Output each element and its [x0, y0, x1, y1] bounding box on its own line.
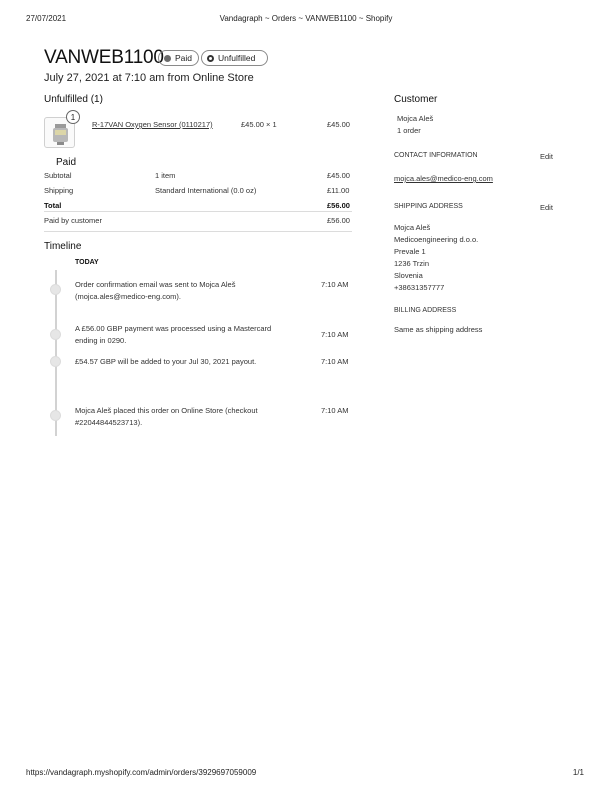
- filled-dot-icon: [164, 55, 171, 62]
- print-date: 27/07/2021: [26, 14, 67, 23]
- paid-heading: Paid: [56, 157, 77, 168]
- order-subtitle: July 27, 2021 at 7:10 am from Online Store: [44, 72, 254, 84]
- print-title: Vandagraph ~ Orders ~ VANWEB1100 ~ Shopify: [219, 14, 393, 23]
- shipping-address-line: 1236 Trzin: [394, 259, 430, 268]
- quantity-badge: 1: [66, 110, 80, 124]
- timeline-dot: [50, 284, 61, 295]
- product-unit-price: £45.00 × 1: [241, 120, 277, 129]
- customer-email-link[interactable]: mojca.ales@medico-eng.com: [394, 174, 493, 183]
- total-label: Total: [44, 201, 62, 210]
- timeline-event-time: 7:10 AM: [321, 357, 349, 366]
- shipping-amount: £11.00: [327, 186, 350, 195]
- order-title: VANWEB1100: [44, 47, 164, 68]
- shipping-address-line: +38631357777: [394, 283, 445, 292]
- billing-address-heading: BILLING ADDRESS: [394, 307, 457, 314]
- unfulfilled-heading: Unfulfilled (1): [44, 94, 103, 105]
- paid-by-customer-amount: £56.00: [327, 216, 350, 225]
- timeline-dot: [50, 356, 61, 367]
- timeline-dot: [50, 329, 61, 340]
- customer-order-count[interactable]: 1 order: [397, 126, 421, 135]
- timeline-event-text: £54.57 GBP will be added to your Jul 30, 2021 payout.: [75, 357, 257, 366]
- billing-address-text: Same as shipping address: [394, 325, 483, 334]
- timeline-event-text: #22044844523713).: [75, 418, 143, 427]
- timeline-heading: Timeline: [44, 241, 82, 252]
- timeline-date-group: TODAY: [75, 259, 99, 266]
- product-link[interactable]: R-17VAN Oxygen Sensor (0110217): [92, 120, 213, 129]
- payment-status-label: Paid: [175, 53, 193, 63]
- product-line-total: £45.00: [327, 120, 350, 129]
- timeline-event-time: 7:10 AM: [321, 406, 349, 415]
- timeline-event-time: 7:10 AM: [321, 330, 349, 339]
- fulfillment-status-badge: [201, 50, 268, 66]
- timeline-event-text: (mojca.ales@medico-eng.com).: [75, 292, 181, 301]
- payment-status-badge: [158, 50, 199, 66]
- divider: [44, 211, 352, 212]
- timeline-dot: [50, 410, 61, 421]
- print-url: https://vandagraph.myshopify.com/admin/orders/3929697059009: [26, 768, 257, 777]
- timeline-event-text: A £56.00 GBP payment was processed using a Mastercard: [75, 324, 272, 333]
- shipping-address-heading: SHIPPING ADDRESS: [394, 203, 463, 210]
- total-amount: £56.00: [327, 201, 350, 210]
- edit-contact-button[interactable]: Edit: [540, 152, 553, 161]
- timeline-event-text: Order confirmation email was sent to Mojca Aleš: [75, 280, 236, 289]
- fulfillment-status-label: Unfulfilled: [218, 53, 256, 63]
- shipping-address-line: Mojca Aleš: [394, 223, 431, 232]
- contact-info-heading: CONTACT INFORMATION: [394, 152, 478, 159]
- subtotal-label: Subtotal: [44, 171, 72, 180]
- edit-shipping-address-button[interactable]: Edit: [540, 203, 553, 212]
- print-page-number: 1/1: [572, 768, 584, 777]
- subtotal-detail: 1 item: [155, 171, 176, 180]
- customer-heading: Customer: [394, 94, 438, 105]
- subtotal-amount: £45.00: [327, 171, 350, 180]
- ring-dot-icon: [207, 55, 214, 62]
- timeline-event-text: ending in 0290.: [75, 336, 127, 345]
- shipping-address-line: Prevale 1: [394, 247, 426, 256]
- shipping-address-line: Slovenia: [394, 271, 423, 280]
- divider: [44, 231, 352, 232]
- timeline-event-time: 7:10 AM: [321, 280, 349, 289]
- customer-name-link[interactable]: Mojca Aleš: [397, 114, 434, 123]
- shipping-address-line: Medicoengineering d.o.o.: [394, 235, 479, 244]
- timeline-event-text: Mojca Aleš placed this order on Online Store (checkout: [75, 406, 258, 415]
- shipping-label: Shipping: [44, 186, 74, 195]
- shipping-detail: Standard International (0.0 oz): [155, 186, 257, 195]
- paid-by-customer-label: Paid by customer: [44, 216, 102, 225]
